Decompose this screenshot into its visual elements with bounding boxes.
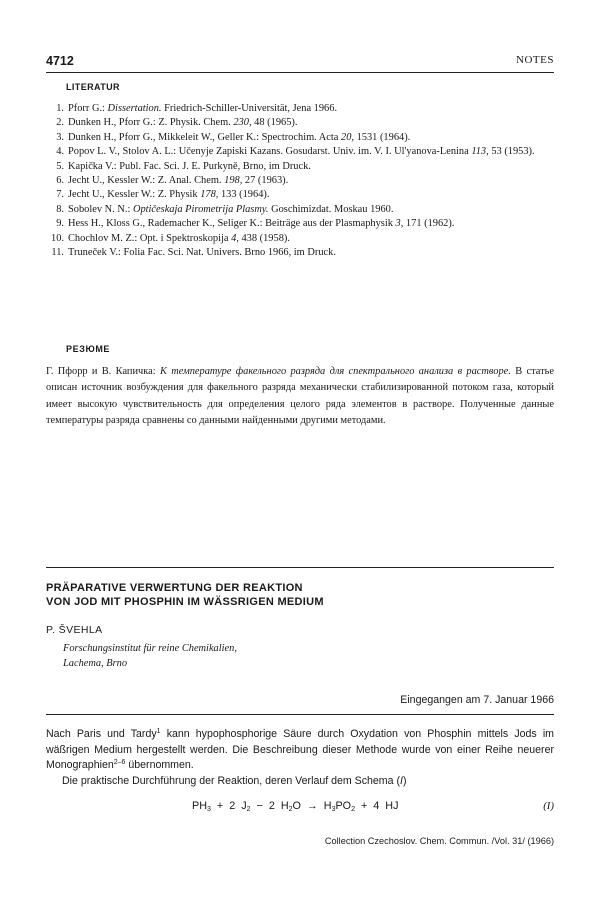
article-top-rule [46,567,554,568]
reference-text: 53 (1953). [488,146,535,158]
literature-heading: LITERATUR [66,82,120,92]
reference-item [46,188,554,202]
reference-text: Pforr G.: [68,103,108,114]
eq-sub: 3 [331,806,336,813]
section-label: NOTES [516,54,554,66]
reference-text: Jecht U., Kessler W.: Z. Anal. Chem. [68,175,225,187]
reaction-equation [46,800,554,816]
reference-text: 178, [200,189,219,201]
eq-o: O [292,800,301,812]
resume-title: К температуре факельного разряда для спектрального анализа в растворе. [159,366,511,377]
reference-number: 8. [56,203,64,215]
reference-text: Popov L. V., Stolov A. L.: Učenyje Zapiski Kazans. Gosudarst. Univ. im. V. I. Ul'yanova-Lenina [68,146,472,158]
reference-text: Hess H., Kloss G., Rademacher K., Seliger K.: Beiträge aus der Plasmaphysik [68,218,396,230]
resume-authors: Г. Пфорр и В. Капичка: [46,366,160,377]
article-body-rule [46,714,554,715]
body-text-1c: übernommen. [125,759,194,771]
reference-text: Jecht U., Kessler W.: Z. Physik [68,189,201,201]
reference-item [46,145,554,159]
page-number: 4712 [46,54,74,68]
eq-po: PO [335,800,352,812]
reference-text: Dissertation. [107,103,162,114]
reference-text: Kapička V.: Publ. Fac. Sci. J. E. Purkyně, Brno, im Druck. [68,160,311,172]
eq-sub: 3 [207,806,211,813]
reference-item [46,232,554,246]
resume-paragraph [46,364,554,430]
eq-ph: PH [192,800,207,812]
equation-formula [192,800,399,812]
reference-item [46,217,554,231]
reference-text: 171 (1962). [403,218,455,230]
reference-text: Sobolev N. N.: [68,203,133,215]
reference-text: 230, [233,117,252,129]
reference-number: 7. [56,189,64,201]
eq-sub: 2 [246,806,251,813]
body-text-2a: Die praktische Durchführung der Reaktion, deren Verlauf dem Schema ( [62,774,400,787]
body-text-1b: kann hypophosphorige Säure durch Oxydation von Phosphin mittels Jods im wäßrigen Medium hergestellt werden. Die Beschreibung dieser Methode wurde von einer Reihe neuerer Monographien [46,728,554,771]
eq-op: + 2 J [210,800,247,812]
reference-item [46,131,554,145]
reference-text: 4, [231,232,239,244]
reference-number: 5. [56,160,64,172]
reference-text: Dunken H., Pforr G.: Z. Physik. Chem. [68,117,234,129]
reference-item [46,174,554,188]
reference-item [46,102,554,116]
eq-op: + 4 HJ [354,800,399,812]
citation-2-6: 2–6 [113,759,126,766]
article-title-line-2: VON JOD MIT PHOSPHIN IM WÄSSRIGEN MEDIUM [46,596,324,609]
received-date: Eingegangen am 7. Januar 1966 [400,694,554,706]
running-header [46,54,554,70]
reference-text: Friedrich-Schiller-Universität, Jena 1966. [161,103,338,114]
journal-footer: Collection Czechoslov. Chem. Commun. /Vol. 31/ (1966) [324,836,554,846]
article-body [46,727,554,789]
reference-item [46,203,554,217]
article-title [46,581,554,609]
body-text-2b: ) [402,774,407,787]
article-affiliation [63,641,237,671]
equation-number: (I) [543,800,554,812]
reference-number: 10. [51,232,64,244]
reference-text: Optičeskaja Pirometrija Plasmy. [132,203,269,215]
reference-text: Truneček V.: Folia Fac. Sci. Nat. Univers. Brno 1966, im Druck. [68,247,336,259]
header-rule [46,72,554,73]
scheme-reference: I [400,774,403,787]
eq-op: − 2 H [250,800,289,812]
reference-number: 4. [56,146,64,158]
reference-text: 438 (1958). [238,232,290,244]
reference-text: 1531 (1964). [354,131,411,143]
reference-item [46,246,554,260]
reference-text: 113, [471,146,489,158]
reference-text: 27 (1963). [242,175,289,187]
reference-item [46,116,554,130]
reference-item [46,160,554,174]
citation-1: 1 [156,728,161,735]
reference-number: 11. [51,247,64,259]
reference-list [46,102,554,260]
reference-number: 1. [56,103,64,114]
reference-number: 9. [56,218,64,230]
reference-number: 6. [56,175,64,187]
reference-text: Dunken H., Pforr G., Mikkeleit W., Geller K.: Spectrochim. Acta [68,131,341,143]
reference-text: 48 (1965). [251,117,298,129]
reference-number: 2. [56,117,64,129]
eq-arrow: → [300,800,324,812]
eq-sub: 2 [351,806,355,813]
body-text-1a: Nach Paris und Tardy [46,728,157,740]
reference-text: Goschimizdat. Moskau 1960. [268,203,394,215]
affiliation-line-2: Lachema, Brno [63,658,128,669]
affiliation-line-1: Forschungsinstitut für reine Chemikalien, [63,643,237,654]
reference-text: 198, [224,175,243,187]
eq-prod: H [323,800,332,812]
reference-text: Chochlov M. Z.: Opt. i Spektroskopija [68,232,232,244]
resume-heading: РЕЗЮМЕ [66,344,111,354]
eq-sub: 2 [288,806,293,813]
reference-text: 20, [341,131,354,143]
reference-text: 133 (1964). [218,189,270,201]
article-title-line-1: PRÄPARATIVE VERWERTUNG DER REAKTION [46,582,303,594]
reference-text: 3, [395,218,404,230]
reference-number: 3. [56,131,64,143]
article-author: P. ŠVEHLA [46,624,103,636]
resume-text: В статье описан источник возбуждения для факельного разряда механически стабилизированной потоком газа, который имеет высокую чувствительность для определения целого ряда элементов в растворе. Полученные данные температуры разряда сравнены со данными найденными другими методами. [46,366,555,427]
